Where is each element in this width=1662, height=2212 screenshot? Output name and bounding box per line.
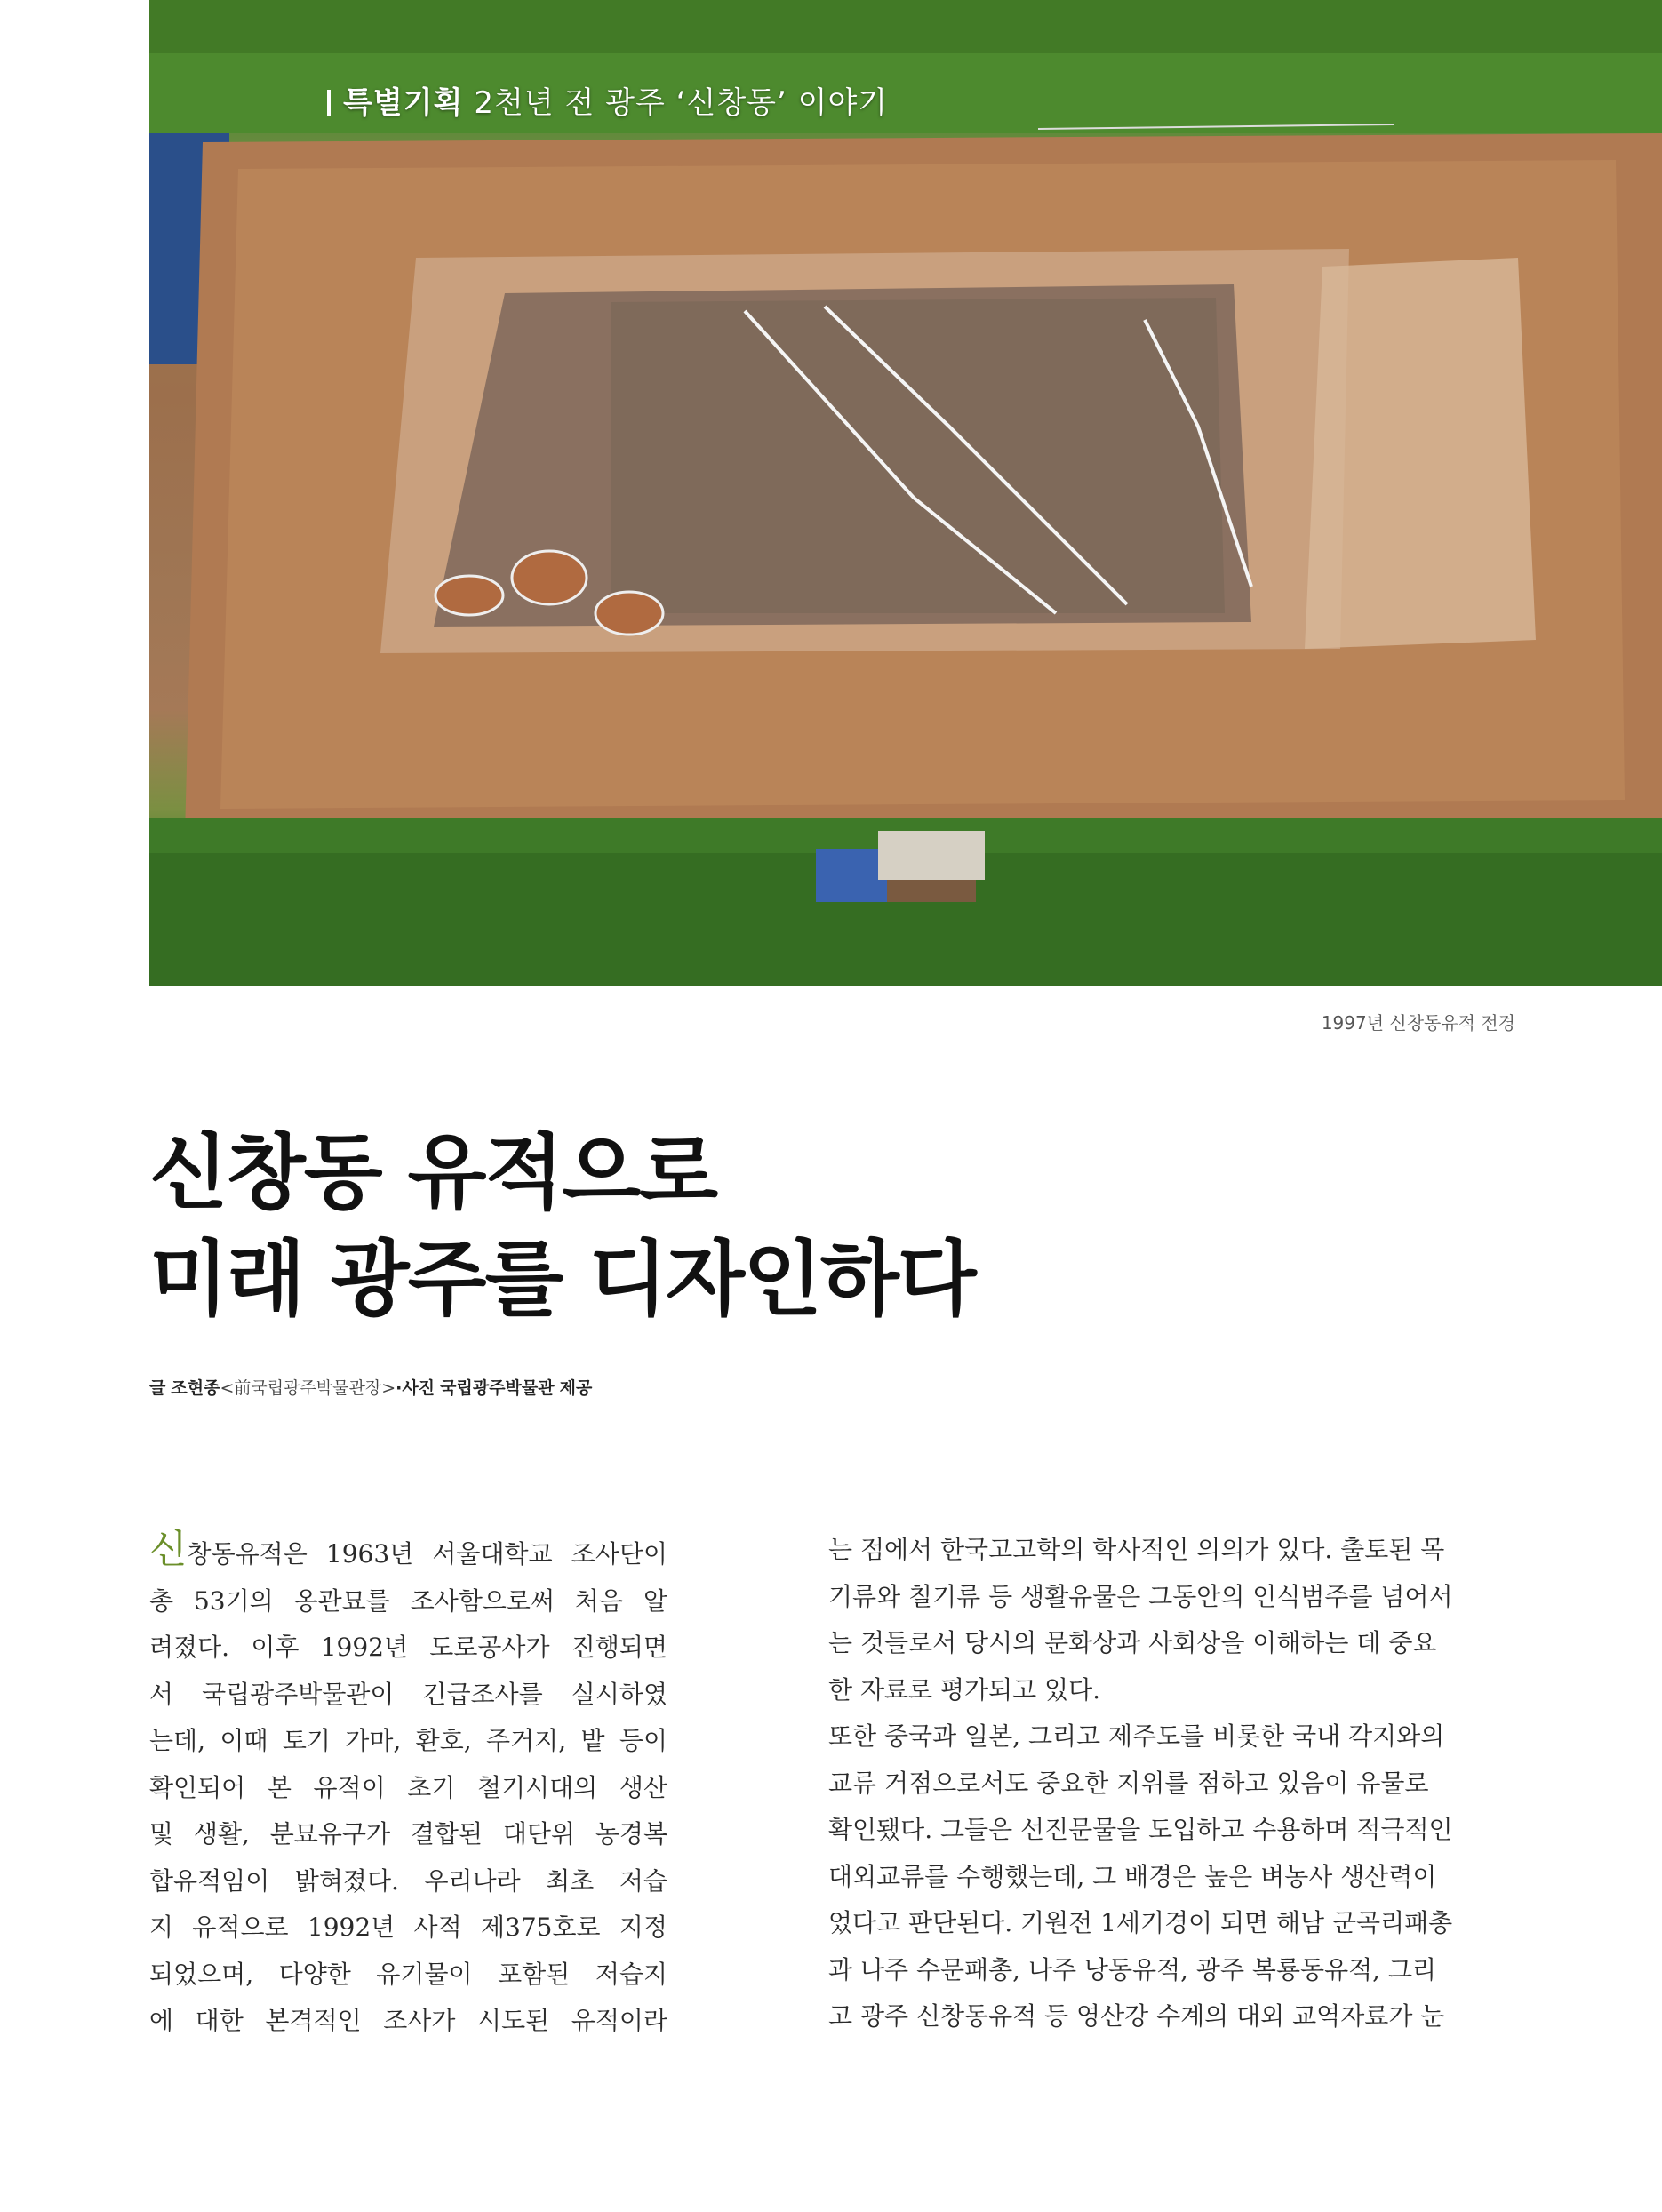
- section-title: 2천년 전 광주 ‘신창동’ 이야기: [474, 85, 889, 121]
- excavation-site-illustration: [149, 0, 1662, 986]
- body-line: 대외교류를 수행했는데, 그 배경은 높은 벼농사 생산력이: [828, 1861, 1437, 1891]
- body-line: 확인됐다. 그들은 선진문물을 도입하고 수용하며 적극적인: [828, 1815, 1453, 1844]
- dropcap: 신: [149, 1527, 188, 1572]
- body-line: 총 53기의 옹관묘를 조사함으로써 처음 알: [149, 1585, 667, 1616]
- body-line: 는 점에서 한국고고학의 학사적인 의의가 있다. 출토된 목: [828, 1535, 1445, 1564]
- photo-caption: 1997년 신창동유적 전경: [1321, 1012, 1515, 1034]
- section-tag: [327, 78, 888, 122]
- byline-writer-role: <前국립광주박물관장>: [220, 1378, 396, 1398]
- body-line: 고 광주 신창동유적 등 영산강 수계의 대외 교역자료가 눈: [828, 2001, 1445, 2031]
- body-line: 교류 거점으로서도 중요한 지위를 점하고 있음이 유물로: [828, 1768, 1429, 1798]
- body-line: 는 것들로서 당시의 문화상과 사회상을 이해하는 데 중요: [828, 1628, 1437, 1657]
- body-line: 되었으며, 다양한 유기물이 포함된 저습지: [149, 1959, 667, 1989]
- body-line-paragraph-end: 한 자료로 평가되고 있다.: [828, 1674, 1101, 1705]
- body-line: 었다고 판단된다. 기원전 1세기경이 되면 해남 군곡리패총: [828, 1908, 1453, 1937]
- body-line: [149, 1527, 667, 1578]
- title-line-1: 신창동 유적으로: [149, 1125, 717, 1220]
- section-label: 특별기획: [343, 85, 464, 121]
- byline-photo-suffix: 제공: [559, 1378, 593, 1398]
- article-title: [149, 1120, 975, 1333]
- body-line: 또한 중국과 일본, 그리고 제주도를 비롯한 국내 각지와의: [828, 1721, 1445, 1751]
- body-line-text: 창동유적은 1963년 서울대학교 조사단이: [187, 1539, 667, 1569]
- body-line: 에 대한 본격적인 조사가 시도된 유적이라: [149, 2006, 667, 2035]
- body-line: 기류와 칠기류 등 생활유물은 그동안의 인식범주를 넘어서: [828, 1581, 1453, 1611]
- byline-photo-source: 국립광주박물관: [440, 1378, 555, 1398]
- body-line: 확인되어 본 유적이 초기 철기시대의 생산: [149, 1772, 667, 1802]
- body-line: 지 유적으로 1992년 사적 제375호로 지정: [149, 1913, 667, 1942]
- body-line: 서 국립광주박물관이 긴급조사를 실시하였: [149, 1679, 667, 1709]
- byline-photo-label: ·사진: [396, 1378, 435, 1398]
- byline-writer-name: 조현종: [171, 1378, 220, 1398]
- byline-writer-label: 글: [149, 1378, 166, 1398]
- article-column-left: [149, 1527, 667, 2045]
- body-line: 는데, 이때 토기 가마, 환호, 주거지, 밭 등이: [149, 1726, 667, 1755]
- section-tag-bar: [327, 90, 331, 116]
- body-line: 및 생활, 분묘유구가 결합된 대단위 농경복: [149, 1819, 667, 1849]
- article-column-right: [828, 1527, 1453, 2040]
- byline: [149, 1375, 592, 1399]
- body-line: 합유적임이 밝혀졌다. 우리나라 최초 저습: [149, 1865, 667, 1896]
- body-line: 과 나주 수문패총, 나주 낭동유적, 광주 복룡동유적, 그리: [828, 1954, 1437, 1984]
- excavation-photo: [149, 0, 1662, 986]
- title-line-2: 미래 광주를 디자인하다: [149, 1232, 975, 1327]
- body-line: 려졌다. 이후 1992년 도로공사가 진행되면: [149, 1633, 667, 1662]
